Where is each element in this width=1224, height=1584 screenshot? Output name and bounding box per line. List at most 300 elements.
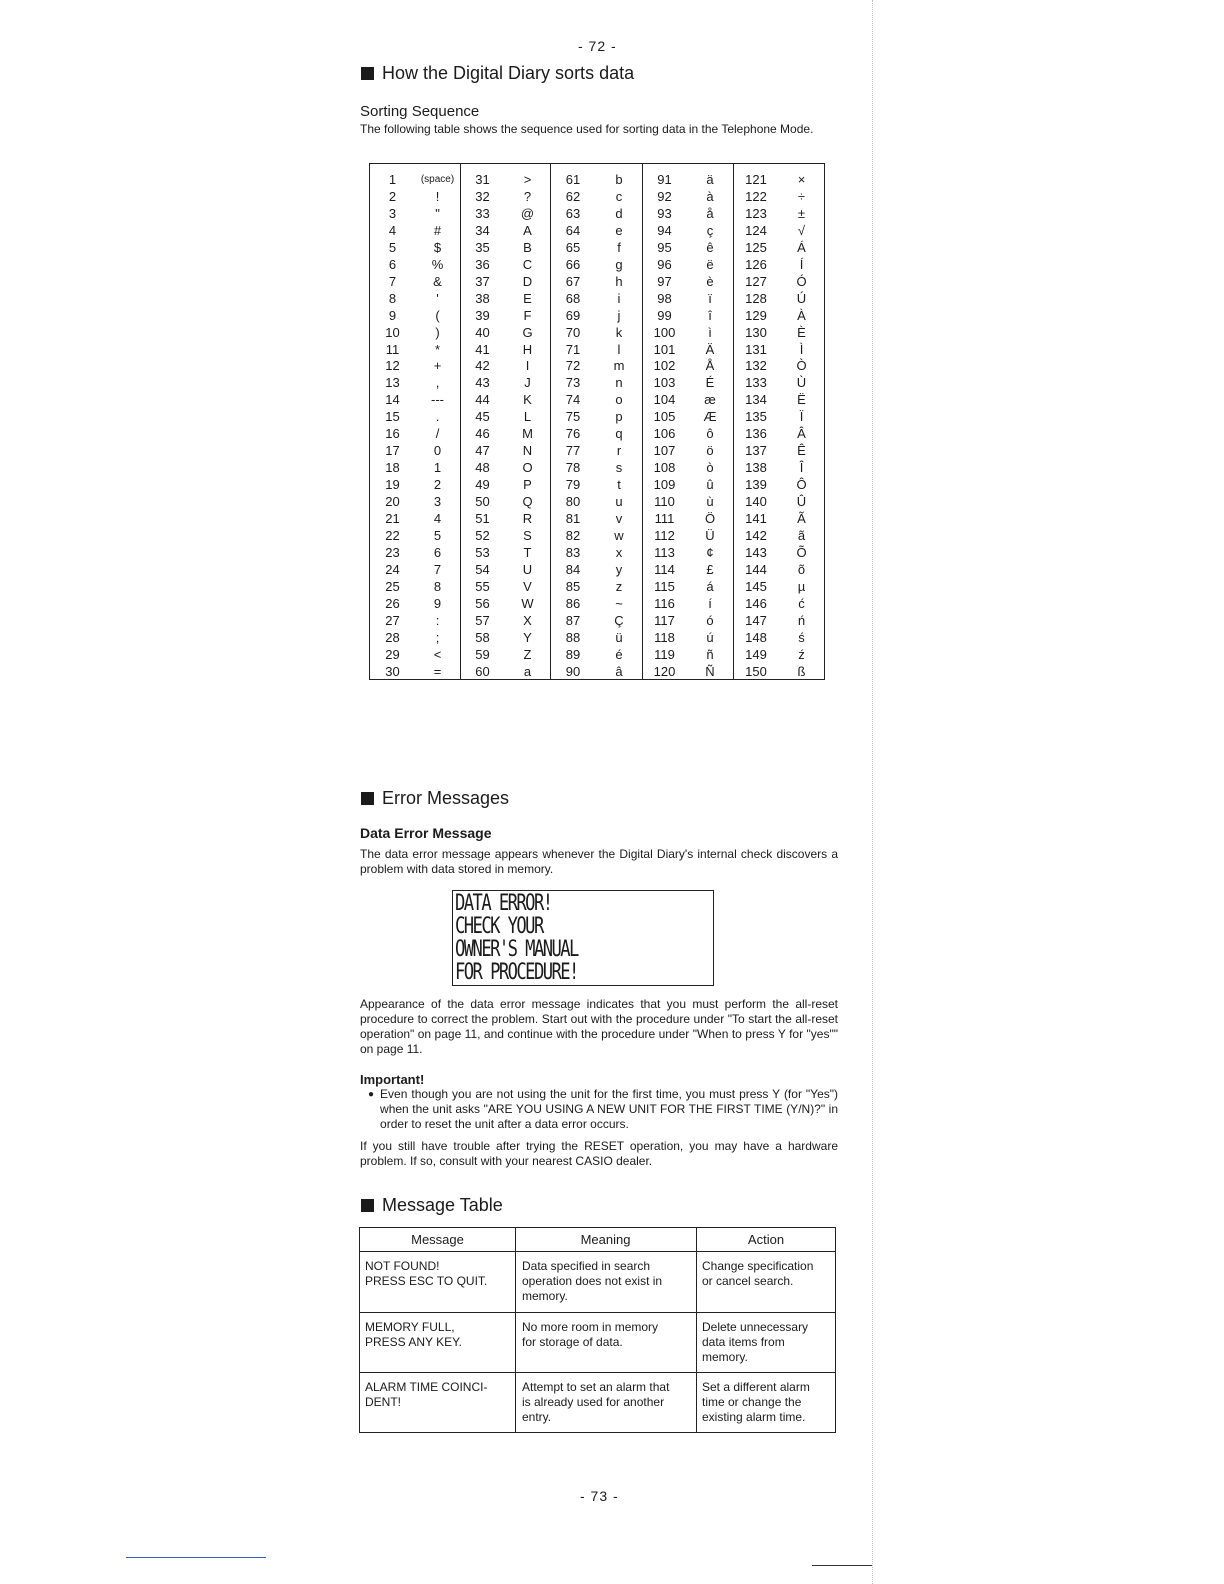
sort-character: 4 <box>433 511 442 526</box>
sort-character: À <box>797 307 806 323</box>
sort-character: Ä <box>705 341 715 357</box>
section-heading-sorting <box>361 63 634 84</box>
sort-order-number: 87 <box>565 612 581 628</box>
sort-order-number: 11 <box>385 341 400 357</box>
page-number-top: - 72 - <box>578 38 617 54</box>
message-table <box>359 1227 836 1433</box>
sort-character: 6 <box>433 544 442 560</box>
sort-order-number: 101 <box>653 341 676 357</box>
sort-character: j <box>617 307 621 323</box>
sort-order-number: 122 <box>745 188 767 204</box>
sort-character: ù <box>706 494 714 510</box>
lcd-line: FOR PROCEDURE! <box>455 960 578 985</box>
header-meaning: Meaning <box>580 1232 631 1247</box>
sort-character: , <box>435 375 440 391</box>
sort-order-number: 114 <box>654 561 675 577</box>
sort-character: W <box>521 595 534 611</box>
lcd-display <box>452 890 714 986</box>
sort-character: 5 <box>433 527 442 543</box>
sort-character: Q <box>522 494 533 510</box>
sort-character: q <box>615 426 623 442</box>
sort-order-number: 139 <box>745 477 767 493</box>
sort-order-number: 106 <box>653 426 676 442</box>
sort-character: È <box>797 324 806 340</box>
sort-order-number: 86 <box>565 595 581 611</box>
sort-order-number: 76 <box>565 426 581 442</box>
sort-character: √ <box>797 222 806 238</box>
sort-character: ; <box>435 629 440 645</box>
sorting-intro: The following table shows the sequence used for sorting data in the Telephone Mode. <box>360 122 814 136</box>
sort-character: ü <box>615 629 623 645</box>
cell-line: Data specified in search <box>522 1259 651 1273</box>
sort-order-number: 138 <box>745 460 767 476</box>
sort-character: --- <box>431 392 444 408</box>
sort-order-number: 16 <box>385 426 400 442</box>
sort-order-number: 89 <box>565 646 581 662</box>
scan-artifact-line <box>126 1557 266 1558</box>
table-cell-meaning <box>522 1380 669 1425</box>
sort-character: z <box>615 578 623 594</box>
sort-order-number: 92 <box>657 188 672 204</box>
sort-order-number: 85 <box>565 578 581 594</box>
sort-character: ê <box>706 239 714 255</box>
scan-artifact-line <box>812 1565 872 1566</box>
header-message: Message <box>411 1232 464 1247</box>
section-heading-message-table-text: Message Table <box>382 1195 503 1215</box>
sort-order-number: 128 <box>745 290 767 306</box>
sort-character: p <box>615 409 623 425</box>
sort-character: Y <box>523 629 532 645</box>
cell-line: PRESS ANY KEY. <box>365 1335 462 1349</box>
table-divider <box>360 1251 835 1252</box>
sort-character: K <box>523 392 532 408</box>
sort-character: å <box>706 205 714 221</box>
cell-line: operation does not exist in <box>522 1274 663 1288</box>
cell-line: time or change the <box>702 1395 802 1409</box>
table-cell-message <box>365 1380 487 1410</box>
scan-artifact-edge <box>872 0 873 1584</box>
sort-order-number: 83 <box>565 544 581 560</box>
cell-line: memory. <box>702 1350 748 1364</box>
sort-order-number: 117 <box>654 612 675 628</box>
sort-character: Ü <box>705 527 715 543</box>
sort-character: L <box>523 409 532 425</box>
section-heading-errors <box>361 788 509 809</box>
table-cell-message <box>365 1320 462 1350</box>
sort-character: Ó <box>796 273 807 289</box>
sort-order-number: 110 <box>654 494 675 510</box>
sort-character: ì <box>708 324 712 340</box>
sort-character: I <box>525 358 530 374</box>
sort-character: 2 <box>433 477 442 493</box>
sort-order-number: 145 <box>745 578 767 594</box>
sort-order-number: 115 <box>654 578 675 594</box>
sort-character: * <box>434 341 441 357</box>
sort-order-number: 15 <box>385 409 400 425</box>
sort-order-number: 99 <box>657 307 672 323</box>
sort-order-number: 46 <box>475 426 490 442</box>
sort-order-number: 40 <box>475 324 490 340</box>
sort-character: µ <box>797 578 806 594</box>
sort-order-number: 82 <box>565 527 581 543</box>
appearance-paragraph: Appearance of the data error message indicates that you must perform the all-reset procedure to correct the problem. Start out with the procedure under "To start the all-reset operation" on page 11, and continue with the procedure under "When to press Y for "yes"" on page 11. <box>360 997 838 1056</box>
sort-order-number: 53 <box>475 544 490 560</box>
sort-order-number: 37 <box>475 273 490 289</box>
sort-order-number: 120 <box>653 663 676 679</box>
sort-character: P <box>523 477 532 493</box>
sort-character: ~ <box>615 595 623 611</box>
sort-character: Ê <box>797 443 806 459</box>
cell-line: for storage of data. <box>522 1335 623 1349</box>
section-heading-message-table <box>361 1195 503 1216</box>
sort-character: ñ <box>706 646 714 662</box>
table-divider <box>360 1312 835 1313</box>
sort-character: É <box>705 375 715 391</box>
sort-character: ' <box>436 290 439 306</box>
sort-character: é <box>615 646 623 662</box>
sort-character: o <box>615 392 623 408</box>
sort-character: è <box>706 273 714 289</box>
square-bullet-icon <box>361 1199 374 1212</box>
sort-order-number: 135 <box>745 409 767 425</box>
sort-order-number: 71 <box>565 341 581 357</box>
sort-order-number: 8 <box>388 290 397 306</box>
sort-order-number: 148 <box>745 629 767 645</box>
sort-character: 1 <box>433 460 442 476</box>
sort-character: / <box>435 426 440 442</box>
sort-order-number: 88 <box>565 629 581 645</box>
subheading-data-error: Data Error Message <box>360 825 492 841</box>
sort-character: î <box>708 307 712 323</box>
sort-character: Â <box>797 426 806 442</box>
sort-order-number: 70 <box>565 324 581 340</box>
sort-character: ± <box>797 205 806 221</box>
sort-character: ń <box>797 612 806 628</box>
sort-character: s <box>615 460 623 476</box>
sort-order-number: 126 <box>745 256 767 272</box>
sort-character: v <box>615 511 623 526</box>
sort-character: g <box>615 256 623 272</box>
sort-order-number: 112 <box>654 527 675 543</box>
sort-order-number: 111 <box>654 511 675 526</box>
sort-order-number: 12 <box>385 358 400 374</box>
trouble-paragraph: If you still have trouble after trying the RESET operation, you may have a hardware problem. If so, consult with your nearest CASIO dealer. <box>360 1139 838 1168</box>
sort-order-number: 104 <box>653 392 676 408</box>
sort-character: Ú <box>796 290 807 306</box>
sort-order-number: 33 <box>475 205 490 221</box>
sort-order-number: 50 <box>475 494 490 510</box>
sort-order-number: 144 <box>745 561 767 577</box>
square-bullet-icon <box>361 67 374 80</box>
cell-line: or cancel search. <box>702 1274 794 1288</box>
sort-order-number: 78 <box>565 460 581 476</box>
sort-order-number: 147 <box>745 612 767 628</box>
sort-order-number: 24 <box>385 561 400 577</box>
sort-order-number: 96 <box>657 256 672 272</box>
sort-order-number: 48 <box>475 460 490 476</box>
sort-character: ú <box>706 629 714 645</box>
sort-character: R <box>522 511 533 526</box>
sort-order-number: 36 <box>475 256 490 272</box>
sort-character: Ã <box>797 511 806 526</box>
sort-character: V <box>523 578 532 594</box>
sort-character: û <box>706 477 714 493</box>
sort-order-number: 55 <box>475 578 490 594</box>
sort-character: h <box>615 273 623 289</box>
cell-line: PRESS ESC TO QUIT. <box>365 1274 488 1288</box>
sort-character: Ù <box>796 375 807 391</box>
sort-character: â <box>615 663 623 679</box>
sort-order-number: 93 <box>657 205 672 221</box>
sort-character: % <box>431 256 444 272</box>
sort-character: ß <box>797 663 806 679</box>
sort-character: k <box>615 324 623 340</box>
sort-order-number: 118 <box>654 629 675 645</box>
sort-character: + <box>433 358 442 374</box>
sort-order-number: 54 <box>475 561 490 577</box>
sort-order-number: 102 <box>653 358 676 374</box>
sort-order-number: 41 <box>475 341 490 357</box>
sort-character: Ì <box>799 341 804 357</box>
sort-character: d <box>615 205 623 221</box>
sort-order-number: 72 <box>565 358 581 374</box>
sort-order-number: 5 <box>388 239 397 255</box>
section-heading-errors-text: Error Messages <box>382 788 510 808</box>
sort-order-number: 90 <box>565 663 581 679</box>
sort-order-number: 6 <box>388 256 397 272</box>
sort-character: J <box>524 375 531 391</box>
sort-character: y <box>615 561 623 577</box>
sort-order-number: 44 <box>475 392 490 408</box>
subheading-sorting-sequence: Sorting Sequence <box>360 103 480 120</box>
cell-line: memory. <box>522 1289 568 1303</box>
sort-character: b <box>615 172 623 187</box>
sort-order-number: 109 <box>653 477 676 493</box>
sort-character: T <box>523 544 532 560</box>
sort-order-number: 61 <box>565 172 581 187</box>
sort-order-number: 49 <box>475 477 490 493</box>
sort-order-number: 134 <box>745 392 767 408</box>
sorting-sequence-table <box>369 163 825 680</box>
sort-order-number: 113 <box>654 544 675 560</box>
sort-character: . <box>435 409 440 425</box>
sort-character: £ <box>706 561 714 577</box>
sort-order-number: 75 <box>565 409 581 425</box>
sort-character: æ <box>704 392 716 408</box>
sort-order-number: 119 <box>654 646 675 662</box>
sort-character: ô <box>706 426 714 442</box>
sort-character: Û <box>796 494 807 510</box>
sort-order-number: 97 <box>657 273 672 289</box>
sort-order-number: 42 <box>475 358 490 374</box>
sort-order-number: 63 <box>565 205 581 221</box>
sort-character: Í <box>799 256 804 272</box>
section-heading-sorting-text: How the Digital Diary sorts data <box>382 63 635 83</box>
sort-order-number: 51 <box>475 511 490 526</box>
sort-order-number: 58 <box>475 629 490 645</box>
cell-line: Delete unnecessary <box>702 1320 809 1334</box>
cell-line: Attempt to set an alarm that <box>522 1380 670 1394</box>
sort-character: a <box>523 663 532 679</box>
sort-character: A <box>523 222 532 238</box>
sort-order-number: 137 <box>745 443 767 459</box>
sort-order-number: 23 <box>385 544 400 560</box>
sort-order-number: 2 <box>388 188 397 204</box>
sort-order-number: 45 <box>475 409 490 425</box>
sort-order-number: 108 <box>653 460 676 476</box>
sort-character: C <box>522 256 533 272</box>
sort-character: 8 <box>433 578 442 594</box>
sort-order-number: 38 <box>475 290 490 306</box>
sort-character: < <box>433 646 442 662</box>
sort-character: # <box>433 222 442 238</box>
sort-character: à <box>706 188 714 204</box>
sort-order-number: 91 <box>657 172 672 187</box>
sort-order-number: 4 <box>388 222 397 238</box>
lcd-line: OWNER'S MANUAL <box>455 937 578 962</box>
sort-character: ï <box>708 290 712 306</box>
sort-order-number: 146 <box>745 595 767 611</box>
sort-order-number: 116 <box>654 595 675 611</box>
sort-character: ć <box>798 595 805 611</box>
sort-character: Õ <box>796 544 807 560</box>
sort-order-number: 68 <box>565 290 581 306</box>
sort-character: l <box>617 341 621 357</box>
sort-order-number: 141 <box>745 511 767 526</box>
sort-order-number: 105 <box>653 409 676 425</box>
sort-character: Ñ <box>705 663 715 679</box>
sort-character: D <box>522 273 533 289</box>
table-cell-meaning <box>522 1259 662 1304</box>
important-label: Important! <box>360 1072 425 1087</box>
sort-order-number: 133 <box>745 375 767 391</box>
sort-character: > <box>523 172 532 187</box>
sort-order-number: 10 <box>385 324 400 340</box>
sort-order-number: 95 <box>657 239 672 255</box>
sort-character: Å <box>705 358 715 374</box>
sort-order-number: 29 <box>385 646 400 662</box>
sort-order-number: 59 <box>475 646 490 662</box>
sort-order-number: 129 <box>745 307 767 323</box>
page-number-bottom: - 73 - <box>580 1488 619 1504</box>
table-cell-meaning <box>522 1320 658 1350</box>
sort-order-number: 9 <box>388 307 397 323</box>
table-divider <box>515 1228 516 1432</box>
sort-character: Æ <box>703 409 717 425</box>
sort-order-number: 20 <box>385 494 400 510</box>
sort-character: w <box>614 527 624 543</box>
sort-order-number: 47 <box>475 443 490 459</box>
sort-character: ã <box>797 527 806 543</box>
sort-order-number: 74 <box>565 392 581 408</box>
sort-character: 7 <box>433 561 442 577</box>
sort-order-number: 1 <box>388 172 397 187</box>
sort-order-number: 140 <box>745 494 767 510</box>
sort-character: t <box>617 477 621 493</box>
sort-character: S <box>523 527 532 543</box>
sort-character: ö <box>706 443 714 459</box>
sort-character: r <box>616 443 622 459</box>
sort-order-number: 98 <box>657 290 672 306</box>
table-cell-action <box>702 1259 813 1289</box>
sort-character: @ <box>520 205 535 221</box>
sort-order-number: 27 <box>385 612 400 628</box>
sort-character: E <box>523 290 532 306</box>
sort-order-number: 132 <box>745 358 767 374</box>
sort-character: ( <box>435 307 440 323</box>
sort-order-number: 17 <box>385 443 400 459</box>
sort-order-number: 125 <box>745 239 767 255</box>
sort-character: B <box>523 239 532 255</box>
sort-character: Ë <box>797 392 806 408</box>
header-action: Action <box>747 1232 785 1247</box>
sort-character: Ç <box>614 612 624 628</box>
sort-order-number: 52 <box>475 527 490 543</box>
sort-character: 3 <box>433 494 442 510</box>
sort-character: m <box>613 358 625 374</box>
sort-order-number: 94 <box>657 222 672 238</box>
table-cell-message <box>365 1259 487 1289</box>
sort-order-number: 150 <box>745 663 767 679</box>
sort-order-number: 13 <box>385 375 400 391</box>
sort-order-number: 3 <box>388 205 397 221</box>
sort-character: F <box>523 307 532 323</box>
sort-order-number: 18 <box>385 460 400 476</box>
sort-character: ź <box>798 646 805 662</box>
sort-character: ś <box>798 629 805 645</box>
sort-order-number: 30 <box>385 663 400 679</box>
sort-character: 9 <box>433 595 442 611</box>
sort-order-number: 73 <box>565 375 581 391</box>
cell-line: NOT FOUND! <box>365 1259 440 1273</box>
sort-order-number: 39 <box>475 307 490 323</box>
sort-character: ÷ <box>797 188 806 204</box>
sort-order-number: 103 <box>653 375 676 391</box>
cell-line: data items from <box>702 1335 785 1349</box>
sort-character: á <box>706 578 714 594</box>
sort-order-number: 19 <box>385 477 400 493</box>
cell-line: entry. <box>522 1410 552 1424</box>
sort-character: Ò <box>796 358 807 374</box>
cell-line: ALARM TIME COINCI- <box>365 1380 488 1394</box>
table-cell-action <box>702 1320 808 1365</box>
sort-character: O <box>522 460 533 476</box>
sort-character: f <box>617 239 621 255</box>
sort-order-number: 142 <box>745 527 767 543</box>
sort-character: ò <box>706 460 714 476</box>
sort-character: ) <box>435 324 440 340</box>
sort-order-number: 123 <box>745 205 767 221</box>
cell-line: is already used for another <box>522 1395 665 1409</box>
sort-order-number: 143 <box>745 544 767 560</box>
sort-order-number: 28 <box>385 629 400 645</box>
lcd-line: CHECK YOUR <box>455 914 543 939</box>
data-error-intro: The data error message appears whenever the Digital Diary's internal check discovers a problem with data stored in memory. <box>360 847 838 876</box>
sort-order-number: 21 <box>385 511 400 526</box>
cell-line: DENT! <box>365 1395 401 1409</box>
sort-order-number: 34 <box>475 222 490 238</box>
sort-order-number: 62 <box>565 188 581 204</box>
sort-order-number: 136 <box>745 426 767 442</box>
sort-order-number: 26 <box>385 595 400 611</box>
table-divider <box>696 1228 697 1432</box>
sort-order-number: 65 <box>565 239 581 255</box>
sort-character: Î <box>799 460 804 476</box>
sort-order-number: 43 <box>475 375 490 391</box>
sort-character: Ï <box>799 409 804 425</box>
sort-character: n <box>615 375 623 391</box>
sort-character: Á <box>797 239 806 255</box>
